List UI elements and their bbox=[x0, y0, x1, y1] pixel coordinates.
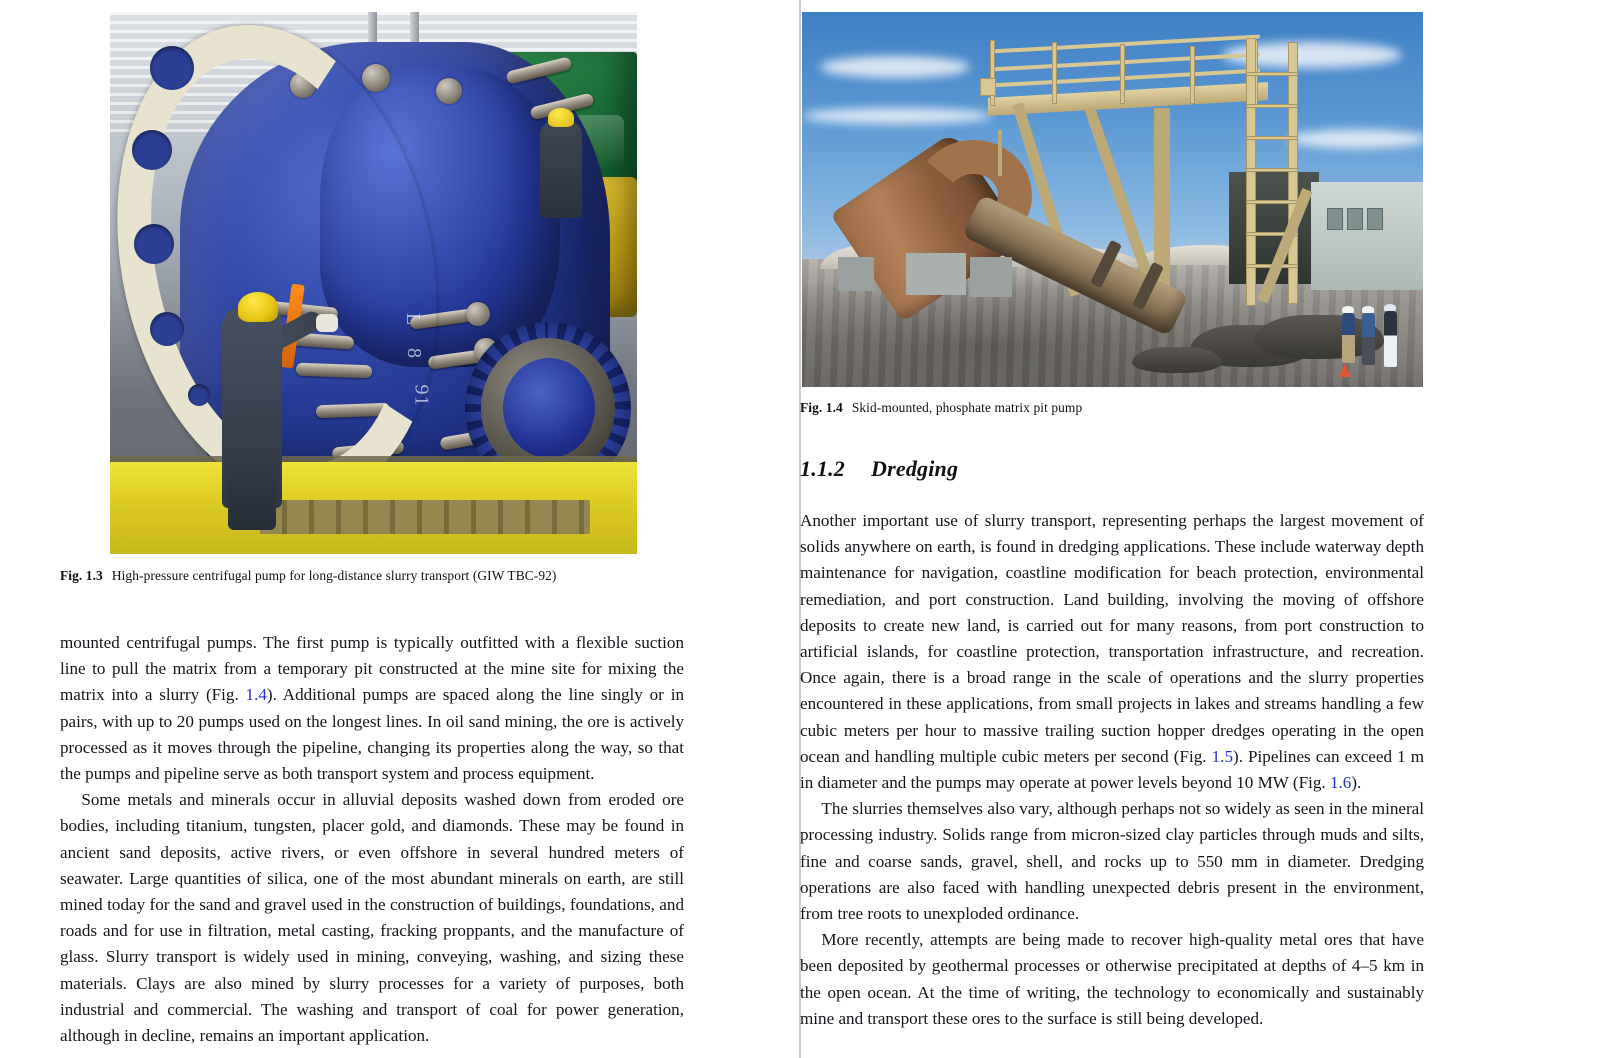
figure-1-3-frame bbox=[110, 12, 637, 554]
figure-1-4-caption-text: Skid-mounted, phosphate matrix pit pump bbox=[851, 400, 1083, 415]
figure-1-4-caption bbox=[800, 399, 1082, 417]
worker-legs bbox=[228, 434, 276, 530]
ladder-rung bbox=[1246, 168, 1298, 172]
window bbox=[1327, 208, 1343, 230]
worker-figure bbox=[1342, 313, 1355, 363]
handrail-post bbox=[990, 40, 995, 106]
ladder-rung bbox=[1246, 72, 1298, 76]
handrail-post bbox=[1190, 46, 1195, 104]
electrical-cabinet bbox=[838, 257, 874, 291]
hex-bolt bbox=[436, 78, 462, 104]
cloud bbox=[1288, 130, 1423, 148]
white-hard-hat-icon bbox=[1362, 306, 1374, 313]
background-worker-helmet-icon bbox=[548, 108, 574, 127]
ladder-rung bbox=[1246, 104, 1298, 108]
crescent-hole bbox=[188, 384, 210, 406]
paragraph-alluvial-deposits: Some metals and minerals occur in alluvial deposits washed down from eroded ore bodies, including titanium, tungsten, placer gold, and diamonds. These may be found in ancient sand deposits, active rivers, or even offshore in several hundred meters of seawater. Large quantities of silica, one of the most abundant minerals on earth, are still mined today for the sand and gravel used in the construction of buildings, foundations, and roads and for use in filtration, metal casting, fracking proppants, and the manufacture of glass. Slurry transport is widely used in mining, conveying, washing, and sizing these materials. Clays are also mined by slurry processes for a variety of purposes, both industrial and commercial. The washing and transport of coal for power generation, although in decline, remains an important application. bbox=[60, 790, 684, 1046]
handrail-post bbox=[1052, 42, 1057, 104]
section-heading-1-1-2 bbox=[800, 456, 958, 482]
yellow-hard-hat-icon bbox=[238, 292, 278, 322]
handrail-post bbox=[1120, 44, 1125, 104]
hoist-bracket bbox=[980, 78, 996, 96]
worker-figure bbox=[1362, 313, 1375, 365]
figure-cross-reference[interactable]: 1.4 bbox=[245, 685, 267, 705]
window bbox=[1367, 208, 1383, 230]
ladder-rung bbox=[1246, 136, 1298, 140]
background-worker bbox=[540, 122, 582, 218]
casting-mark: 91 bbox=[410, 384, 433, 407]
timber-pallet bbox=[260, 500, 590, 534]
right-column-body-text bbox=[800, 508, 1424, 1032]
worker-figure bbox=[1384, 311, 1397, 367]
section-title: Dredging bbox=[871, 456, 959, 481]
window bbox=[1347, 208, 1363, 230]
crescent-hole bbox=[150, 46, 194, 90]
hex-bolt bbox=[466, 302, 490, 326]
figure-1-3-caption-text: High-pressure centrifugal pump for long-distance slurry transport (GIW TBC-92) bbox=[111, 568, 557, 583]
paragraph-deep-sea-mining: More recently, attempts are being made to recover high-quality metal ores that have been deposited by geothermal processes or otherwise precipitated at depths of 4–5 km in the open ocean. At the time of writing, the technology to economically and sustainably mine and transport these ores to the surface is still being developed. bbox=[800, 930, 1424, 1028]
figure-1-4-frame bbox=[802, 12, 1423, 387]
electrical-cabinet bbox=[906, 253, 966, 295]
cutter-bore bbox=[503, 358, 595, 458]
figure-cross-reference[interactable]: 1.5 bbox=[1211, 746, 1233, 766]
white-hard-hat-icon bbox=[1342, 306, 1354, 313]
figure-1-3-caption bbox=[60, 567, 556, 585]
right-page-column bbox=[800, 0, 1605, 1058]
blue-hard-hat-icon bbox=[1384, 304, 1396, 311]
left-column-body-text bbox=[60, 630, 684, 1049]
crescent-hole bbox=[134, 224, 174, 264]
ground-hose bbox=[1132, 347, 1222, 373]
ladder-rung bbox=[1246, 200, 1298, 204]
cloud bbox=[802, 108, 992, 124]
section-number: 1.1.2 bbox=[800, 456, 845, 481]
worker-glove bbox=[316, 314, 338, 332]
figure-1-3-image bbox=[110, 12, 637, 554]
figure-1-4-label: Fig. 1.4 bbox=[800, 400, 843, 415]
figure-1-3-label: Fig. 1.3 bbox=[60, 568, 103, 583]
electrical-cabinet bbox=[970, 257, 1012, 297]
casting-mark: L bbox=[402, 312, 425, 327]
hoist-cable bbox=[998, 130, 1002, 176]
crescent-hole bbox=[150, 312, 184, 346]
crescent-hole bbox=[132, 130, 172, 170]
cloud bbox=[820, 56, 970, 78]
figure-cross-reference[interactable]: 1.6 bbox=[1329, 773, 1352, 793]
left-page-column bbox=[0, 0, 800, 1058]
traffic-cone bbox=[1339, 363, 1351, 377]
figure-1-4-image bbox=[802, 12, 1423, 387]
hex-bolt bbox=[362, 64, 390, 92]
casting-mark: 8 bbox=[403, 348, 425, 359]
paragraph-slurries-vary: The slurries themselves also vary, although perhaps not so widely as seen in the mineral processing industry. Solids range from micron-sized clay particles through muds and silts, fine and coarse sands, gravel, shell, and rocks up to 550 mm in diameter. Dredging operations are also faced with handling unexpected debris present in the environment, from tree roots to unexploded ordinance. bbox=[800, 799, 1424, 924]
plant-building bbox=[1311, 182, 1423, 290]
paragraph-dredging-intro: Another important use of slurry transport, representing perhaps the largest movement of solids anywhere on earth, is found in dredging applications. These include waterway depth maintenance for navigation, coastline modification for beach protection, environmental remediation, and port construction. Land building, involving the moving of offshore deposits to create new land, is carried out for many reasons, from port construction to artificial islands, for coastline protection, transportation infrastructure, and recreation. Once again, there is a broad range in the scale of operations and the slurry properties encountered in these applications, from small projects in lakes and streams handling a few cubic meters per hour to massive trailing suction hopper dredges operating in the open ocean and handling multiple cubic meters per second (Fig. 1.5). Pipelines can exceed 1 m in diameter and the pumps may operate at power levels beyond 10 MW (Fig. 1.6). bbox=[800, 511, 1425, 793]
paragraph-mounted-pumps: mounted centrifugal pumps. The first pump is typically outfitted with a flexible suction line to pull the matrix from a temporary pit constructed at the mine site for mixing the matrix into a slurry (Fig. 1.4). Additional pumps are spaced along the line singly or in pairs, with up to 20 pumps used on the longest lines. In oil sand mining, the ore is actively processed as it moves through the pipeline, changing its properties along the way, so that the pumps and pipeline serve as both transport system and process equipment. bbox=[60, 633, 684, 784]
